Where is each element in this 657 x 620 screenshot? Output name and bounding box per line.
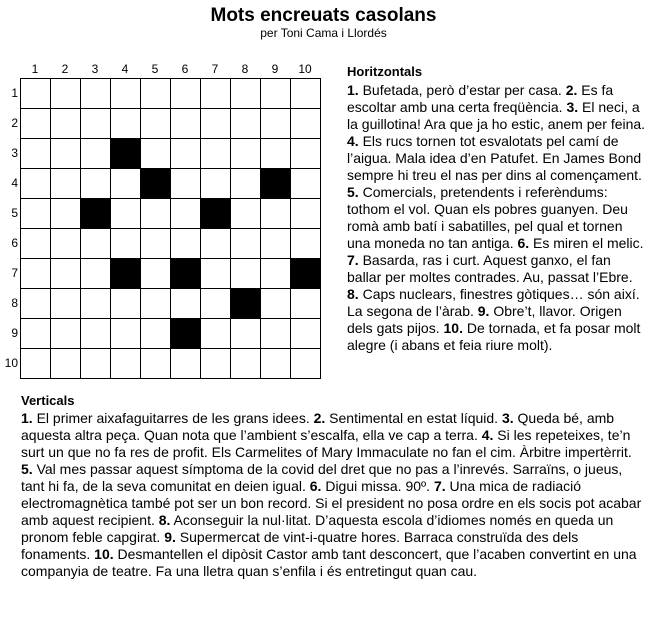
white-cell[interactable] <box>261 109 291 139</box>
column-number: 5 <box>151 62 159 76</box>
vertical-heading: Verticals <box>21 393 75 408</box>
white-cell[interactable] <box>171 289 201 319</box>
horizontal-clue-text <box>347 82 647 354</box>
white-cell[interactable] <box>231 109 261 139</box>
column-number: 6 <box>181 62 189 76</box>
clue-text: Es fa escoltar amb una certa freqüència. <box>347 82 614 115</box>
clue-text: De tornada, et fa posar molt alegre (i abans et feia riure molt). <box>347 320 641 353</box>
clue-number: 10. <box>443 320 463 336</box>
black-cell <box>141 169 171 199</box>
row-number: 6 <box>11 236 18 250</box>
column-number: 9 <box>271 62 279 76</box>
clue-number: 8. <box>158 512 171 528</box>
clue-text: Caps nuclears, finestres gòtiques… són així. La segona de l’àrab. <box>347 286 640 319</box>
white-cell[interactable] <box>21 259 51 289</box>
white-cell[interactable] <box>81 349 111 379</box>
white-cell[interactable] <box>141 139 171 169</box>
white-cell[interactable] <box>231 199 261 229</box>
row-number: 9 <box>11 326 18 340</box>
row-number: 5 <box>11 206 18 220</box>
clue-number: 10. <box>94 546 114 562</box>
clue-number: 9. <box>477 303 490 319</box>
clue-text: Bufetada, però d’estar per casa. <box>358 82 566 98</box>
white-cell[interactable] <box>111 349 141 379</box>
white-cell[interactable] <box>261 229 291 259</box>
clue-text: Els rucs tornen tot esvalotats pel camí de l’aigua. Mala idea d’en Patufet. En James Bond sempre hi treu el nas per dins al començament. <box>347 133 642 183</box>
black-cell <box>291 259 321 289</box>
white-cell[interactable] <box>21 169 51 199</box>
column-numbers <box>20 62 325 78</box>
clue-number: 7. <box>433 478 446 494</box>
clue-text: Sentimental en estat líquid. <box>325 410 502 426</box>
white-cell[interactable] <box>231 229 261 259</box>
white-cell[interactable] <box>21 109 51 139</box>
row-number: 10 <box>4 356 18 370</box>
column-number: 3 <box>91 62 99 76</box>
white-cell[interactable] <box>141 229 171 259</box>
white-cell[interactable] <box>171 169 201 199</box>
row-number: 4 <box>11 176 18 190</box>
clue-text: Digui missa. 90º. <box>321 478 434 494</box>
white-cell[interactable] <box>291 349 321 379</box>
white-cell[interactable] <box>81 289 111 319</box>
clue-number: 2. <box>313 410 326 426</box>
white-cell[interactable] <box>141 349 171 379</box>
white-cell[interactable] <box>291 109 321 139</box>
horizontal-heading: Horitzontals <box>347 64 423 79</box>
white-cell[interactable] <box>171 199 201 229</box>
white-cell[interactable] <box>81 319 111 349</box>
clue-number: 4. <box>481 427 494 443</box>
column-number: 4 <box>121 62 129 76</box>
white-cell[interactable] <box>51 199 81 229</box>
white-cell[interactable] <box>291 199 321 229</box>
black-cell <box>261 169 291 199</box>
clue-number: 3. <box>501 410 514 426</box>
row-number: 7 <box>11 266 18 280</box>
white-cell[interactable] <box>111 319 141 349</box>
vertical-clue-text <box>21 410 647 580</box>
white-cell[interactable] <box>231 349 261 379</box>
white-cell[interactable] <box>51 79 81 109</box>
white-cell[interactable] <box>171 139 201 169</box>
white-cell[interactable] <box>201 229 231 259</box>
clue-text: Basarda, ras i curt. Aquest ganxo, el fan ballar per moltes contrades. Au, passat l’Ebre. <box>347 252 633 285</box>
white-cell[interactable] <box>201 319 231 349</box>
white-cell[interactable] <box>21 139 51 169</box>
author-byline: per Toni Cama i Llordés <box>260 26 387 40</box>
white-cell[interactable] <box>21 289 51 319</box>
column-number: 7 <box>211 62 219 76</box>
horizontal-clues <box>347 63 647 354</box>
white-cell[interactable] <box>51 139 81 169</box>
clue-text: Si les repeteixes, te’n surt un que no fa res de profit. Els Carmelites of Mary Immaculate no fan el cim. Àrbitre impertèrrit. <box>21 427 632 460</box>
clue-number: 4. <box>347 133 359 149</box>
white-cell[interactable] <box>81 169 111 199</box>
row-number: 3 <box>11 146 18 160</box>
white-cell[interactable] <box>21 79 51 109</box>
white-cell[interactable] <box>261 79 291 109</box>
white-cell[interactable] <box>201 349 231 379</box>
white-cell[interactable] <box>231 79 261 109</box>
white-cell[interactable] <box>231 319 261 349</box>
black-cell <box>111 259 141 289</box>
white-cell[interactable] <box>291 79 321 109</box>
white-cell[interactable] <box>111 289 141 319</box>
black-cell <box>171 259 201 289</box>
white-cell[interactable] <box>261 139 291 169</box>
clue-number: 6. <box>517 235 530 251</box>
white-cell[interactable] <box>201 139 231 169</box>
white-cell[interactable] <box>81 109 111 139</box>
white-cell[interactable] <box>171 79 201 109</box>
white-cell[interactable] <box>291 289 321 319</box>
white-cell[interactable] <box>141 289 171 319</box>
white-cell[interactable] <box>51 319 81 349</box>
clue-number: 7. <box>347 252 359 268</box>
white-cell[interactable] <box>81 229 111 259</box>
white-cell[interactable] <box>231 139 261 169</box>
white-cell[interactable] <box>171 349 201 379</box>
black-cell <box>231 289 261 319</box>
clue-number: 6. <box>309 478 322 494</box>
white-cell[interactable] <box>51 259 81 289</box>
white-cell[interactable] <box>231 169 261 199</box>
clue-number: 5. <box>347 184 359 200</box>
row-number: 8 <box>11 296 18 310</box>
white-cell[interactable] <box>201 289 231 319</box>
white-cell[interactable] <box>21 349 51 379</box>
white-cell[interactable] <box>21 229 51 259</box>
clue-text: Aconseguir la nul·litat. D’aquesta escola d’idiomes només en queda un pronom feble capgirat. <box>21 512 614 545</box>
clue-number: 5. <box>21 461 33 477</box>
white-cell[interactable] <box>201 259 231 289</box>
white-cell[interactable] <box>171 109 201 139</box>
white-cell[interactable] <box>141 199 171 229</box>
white-cell[interactable] <box>261 199 291 229</box>
clue-text: Supermercat de vint-i-quatre hores. Barraca construïda des dels fonaments. <box>21 529 579 562</box>
clue-number: 1. <box>347 82 359 98</box>
white-cell[interactable] <box>201 169 231 199</box>
white-cell[interactable] <box>111 199 141 229</box>
clue-number: 1. <box>21 410 33 426</box>
clue-text: El primer aixafaguitarres de les grans idees. <box>32 410 314 426</box>
row-numbers <box>0 78 20 378</box>
row-number: 1 <box>11 86 18 100</box>
column-number: 8 <box>241 62 249 76</box>
white-cell[interactable] <box>201 79 231 109</box>
clue-number: 9. <box>164 529 176 545</box>
clue-text: Es miren el melic. <box>529 235 644 251</box>
black-cell <box>111 139 141 169</box>
white-cell[interactable] <box>51 349 81 379</box>
clue-text: Una mica de radiació electromagnètica també pot ser un bon record. Si el president no posa ordre en els socis pot acabar amb aquest recipient. <box>21 478 642 528</box>
white-cell[interactable] <box>141 109 171 139</box>
clue-text: Comercials, pretendents i referèndums: tothom el vol. Quan els pobres guanyen. Deu romà amb batí i sabatilles, pel qual et tornen una moneda no tan antiga. <box>347 184 628 251</box>
white-cell[interactable] <box>231 259 261 289</box>
white-cell[interactable] <box>261 349 291 379</box>
clue-text: Desmantellen el dipòsit Castor amb tant desconcert, que l’acaben convertint en una companyia de teatre. Fa una lletra quan s’enfila i és entretingut quan cau. <box>21 546 637 579</box>
clue-number: 2. <box>565 82 578 98</box>
clue-number: 3. <box>566 99 579 115</box>
black-cell <box>171 319 201 349</box>
black-cell <box>201 199 231 229</box>
white-cell[interactable] <box>111 79 141 109</box>
black-cell <box>81 199 111 229</box>
white-cell[interactable] <box>111 109 141 139</box>
column-number: 10 <box>298 62 312 76</box>
white-cell[interactable] <box>21 199 51 229</box>
column-number: 2 <box>61 62 69 76</box>
white-cell[interactable] <box>291 319 321 349</box>
white-cell[interactable] <box>291 139 321 169</box>
vertical-clues <box>21 392 647 580</box>
white-cell[interactable] <box>171 229 201 259</box>
white-cell[interactable] <box>111 169 141 199</box>
white-cell[interactable] <box>201 109 231 139</box>
white-cell[interactable] <box>21 319 51 349</box>
white-cell[interactable] <box>51 289 81 319</box>
white-cell[interactable] <box>141 79 171 109</box>
column-number: 1 <box>31 62 39 76</box>
white-cell[interactable] <box>141 319 171 349</box>
white-cell[interactable] <box>81 259 111 289</box>
white-cell[interactable] <box>261 289 291 319</box>
white-cell[interactable] <box>261 259 291 289</box>
white-cell[interactable] <box>51 169 81 199</box>
white-cell[interactable] <box>51 229 81 259</box>
white-cell[interactable] <box>81 79 111 109</box>
clue-text: Val mes passar aquest símptoma de la covid del dret que no pas a l’inrevés. Sarraïns, o jueus, tant hi fa, de la seva comunitat en deien igual. <box>21 461 623 494</box>
clue-text: Obre’t, llavor. Origen dels gats pijos. <box>347 303 622 336</box>
page-title: Mots encreuats casolans <box>210 5 437 26</box>
clue-text: El neci, a la guillotina! Ara que ja ho estic, anem per feina. <box>347 99 646 132</box>
white-cell[interactable] <box>291 169 321 199</box>
white-cell[interactable] <box>141 259 171 289</box>
white-cell[interactable] <box>51 109 81 139</box>
crossword-grid <box>20 78 321 379</box>
white-cell[interactable] <box>111 229 141 259</box>
clue-number: 8. <box>347 286 359 302</box>
row-number: 2 <box>11 116 18 130</box>
white-cell[interactable] <box>291 229 321 259</box>
clue-text: Queda bé, amb aquesta altra peça. Quan nota que l’ambient s’escalfa, ella ve cap a terra. <box>21 410 615 443</box>
white-cell[interactable] <box>261 319 291 349</box>
white-cell[interactable] <box>81 139 111 169</box>
